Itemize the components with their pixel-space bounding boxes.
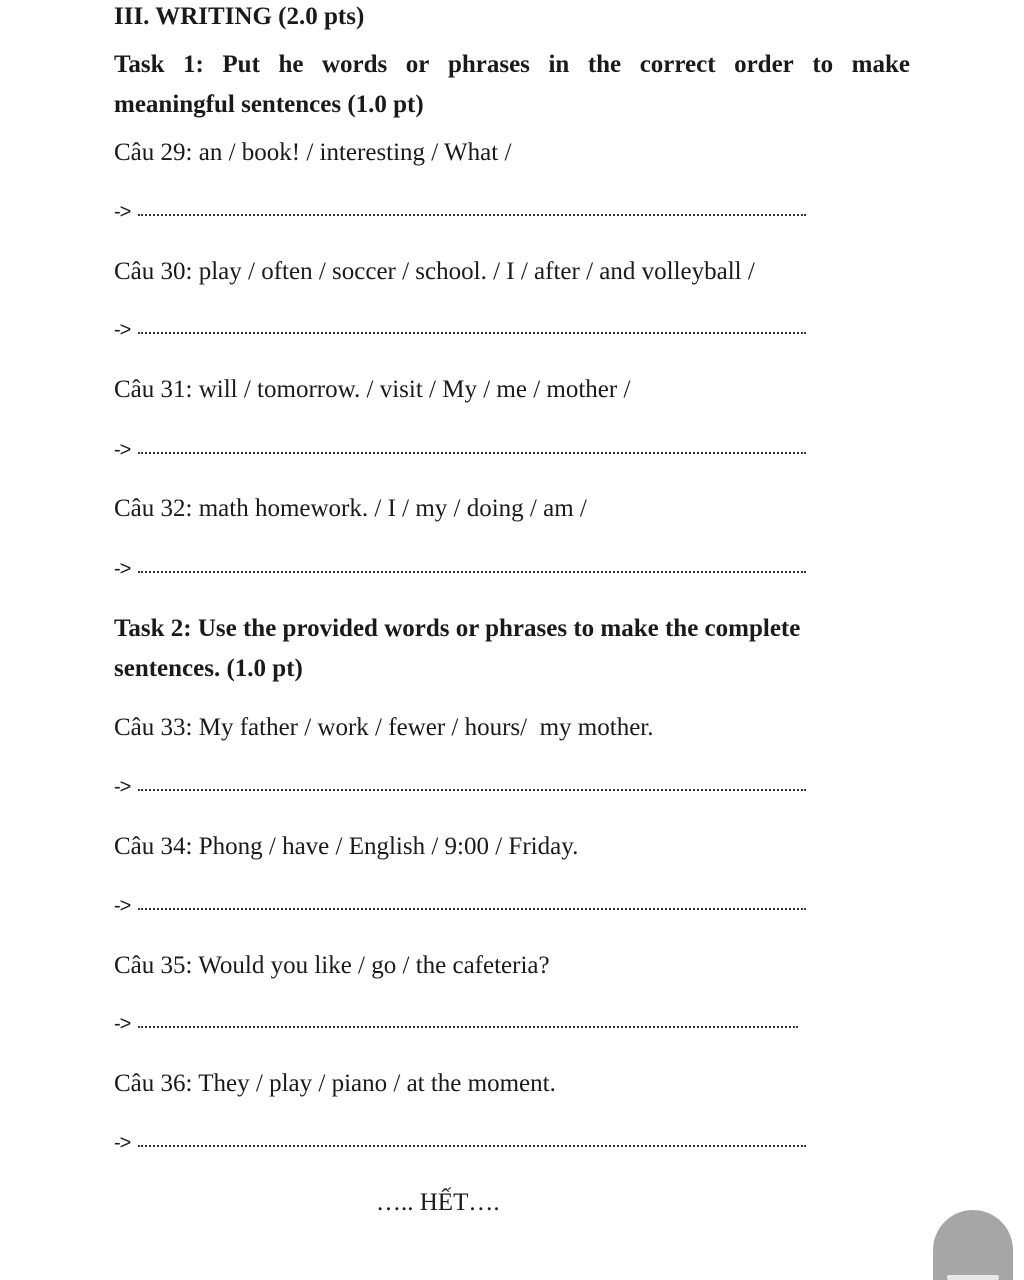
answer-line-34[interactable]	[114, 891, 806, 921]
answer-blank[interactable]	[138, 210, 806, 216]
question-label: Câu 32:	[114, 495, 193, 522]
question-label: Câu 29:	[114, 139, 193, 166]
answer-arrow: ->	[114, 776, 131, 798]
task1-title-line1	[114, 50, 910, 80]
question-prompt: They / play / piano / at the moment.	[198, 1070, 556, 1097]
task1-title-word: the	[587, 51, 622, 78]
question-29	[114, 138, 511, 168]
answer-blank[interactable]	[138, 328, 806, 334]
answer-line-30[interactable]	[114, 315, 806, 345]
answer-arrow: ->	[114, 895, 131, 917]
question-35	[114, 951, 550, 981]
question-prompt: Would you like / go / the cafeteria?	[198, 952, 550, 979]
scroll-handle[interactable]	[933, 1210, 1013, 1280]
task1-title-word: or	[405, 51, 430, 78]
answer-line-33[interactable]	[114, 772, 806, 802]
task1-title-word: order	[734, 51, 794, 78]
task2-title-line1: Task 2: Use the provided words or phrases to make the complete	[114, 615, 801, 642]
question-label: Câu 34:	[114, 833, 193, 860]
question-label: Câu 36:	[114, 1070, 193, 1097]
answer-arrow: ->	[114, 1132, 131, 1154]
end-marker: ….. HẾT….	[376, 1189, 500, 1216]
answer-arrow: ->	[114, 319, 131, 341]
task1-title-word: correct	[639, 51, 716, 78]
answer-blank[interactable]	[138, 1022, 798, 1028]
task1-title-word: words	[321, 51, 388, 78]
question-label: Câu 31:	[114, 376, 193, 403]
question-30	[114, 257, 755, 287]
answer-line-35[interactable]	[114, 1009, 798, 1039]
answer-line-32[interactable]	[114, 554, 806, 584]
question-prompt: My father / work / fewer / hours/ my mother.	[198, 714, 654, 741]
task2-title-line2: sentences. (1.0 pt)	[114, 655, 303, 682]
question-prompt: math homework. / I / my / doing / am /	[198, 495, 587, 522]
task1-title-word: Put	[222, 51, 260, 78]
scroll-handle-grip-icon	[947, 1275, 999, 1280]
task1-title-word: to	[812, 51, 834, 78]
question-33	[114, 713, 653, 743]
worksheet-page	[114, 0, 914, 1280]
task1-title-word: in	[548, 51, 570, 78]
question-prompt: an / book! / interesting / What /	[198, 139, 512, 166]
answer-arrow: ->	[114, 201, 131, 223]
answer-blank[interactable]	[138, 448, 806, 454]
answer-arrow: ->	[114, 1013, 131, 1035]
task1-title-word: make	[851, 51, 910, 78]
question-label: Câu 30:	[114, 258, 193, 285]
section-title: III. WRITING (2.0 pts)	[114, 3, 365, 30]
question-label: Câu 33:	[114, 714, 193, 741]
question-prompt: Phong / have / English / 9:00 / Friday.	[198, 833, 579, 860]
question-prompt: play / often / soccer / school. / I / after / and volleyball /	[198, 258, 755, 285]
answer-line-29[interactable]	[114, 197, 806, 227]
task1-title-line2: meaningful sentences (1.0 pt)	[114, 91, 424, 118]
answer-blank[interactable]	[138, 1141, 806, 1147]
question-label: Câu 35:	[114, 952, 193, 979]
task1-title-word: Task	[114, 51, 165, 78]
answer-blank[interactable]	[138, 904, 806, 910]
answer-arrow: ->	[114, 558, 131, 580]
question-31	[114, 375, 630, 405]
task1-title-word: phrases	[447, 51, 530, 78]
answer-blank[interactable]	[138, 785, 806, 791]
question-32	[114, 494, 587, 524]
answer-blank[interactable]	[138, 567, 806, 573]
answer-line-31[interactable]	[114, 435, 806, 465]
question-36	[114, 1069, 556, 1099]
question-34	[114, 832, 578, 862]
question-prompt: will / tomorrow. / visit / My / me / mother /	[198, 376, 631, 403]
task1-title-word: he	[278, 51, 304, 78]
answer-line-36[interactable]	[114, 1128, 806, 1158]
answer-arrow: ->	[114, 439, 131, 461]
task1-title-word: 1:	[183, 51, 204, 78]
